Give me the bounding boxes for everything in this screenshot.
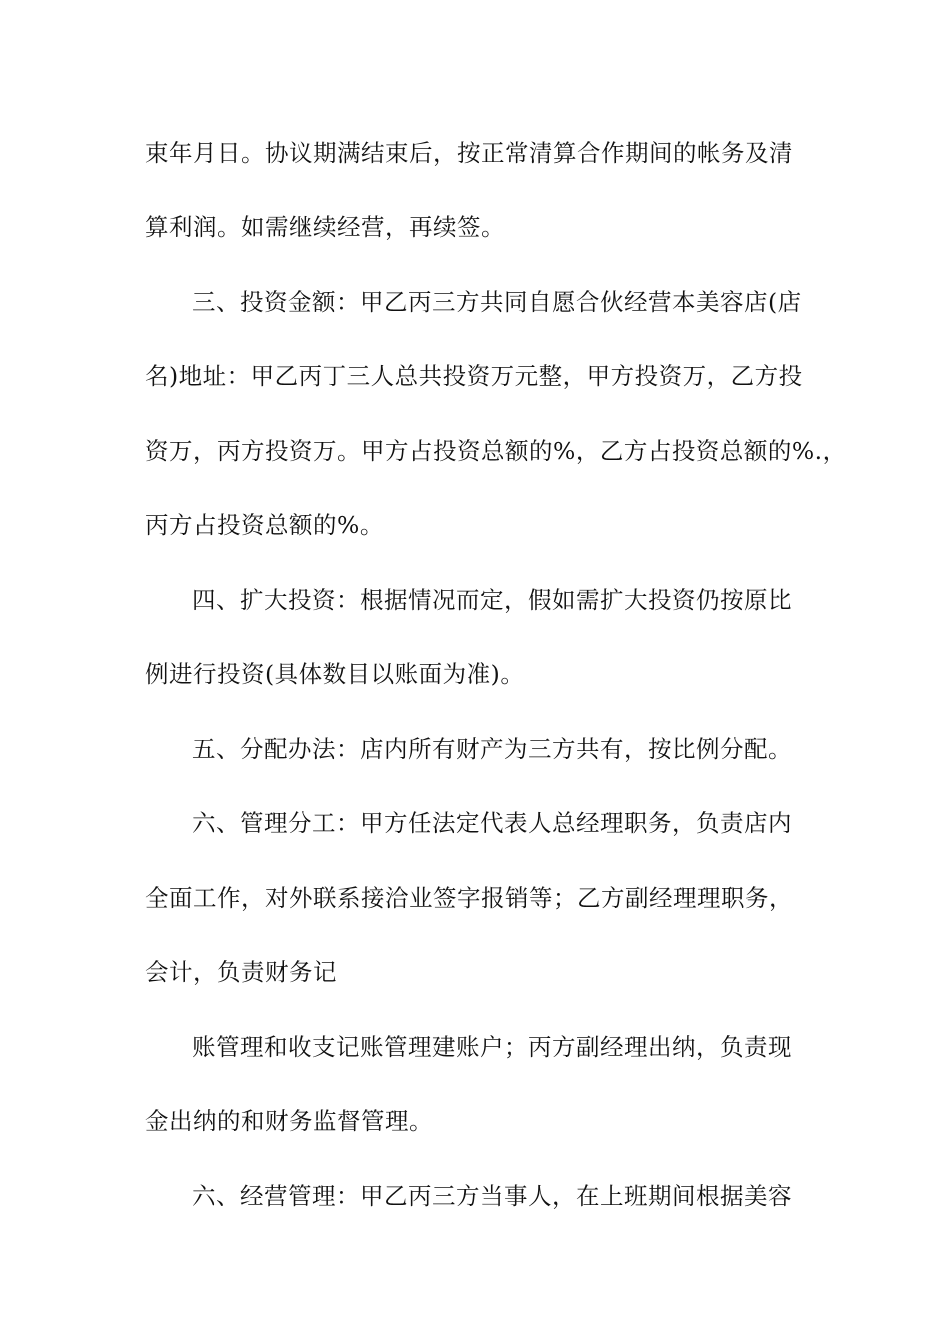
paragraph-start-line: 账管理和收支记账管理建账户；丙方副经理出纳，负责现 <box>192 1033 792 1061</box>
section-4-heading-line: 四、扩大投资：根据情况而定，假如需扩大投资仍按原比 <box>192 586 792 614</box>
text-line: 会计，负责财务记 <box>145 958 337 986</box>
text-line: 算利润。如需继续经营，再续签。 <box>145 213 505 241</box>
text-line: 全面工作，对外联系接洽业签字报销等；乙方副经理理职务， <box>145 884 793 912</box>
text-line: 例进行投资(具体数目以账面为准)。 <box>145 660 525 688</box>
section-6-heading-line: 六、管理分工：甲方任法定代表人总经理职务，负责店内 <box>192 809 792 837</box>
text-line: 束年月日。协议期满结束后，按正常清算合作期间的帐务及清 <box>145 139 793 167</box>
section-6b-heading-line: 六、经营管理：甲乙丙三方当事人，在上班期间根据美容 <box>192 1182 792 1210</box>
text-line: 名)地址：甲乙丙丁三人总共投资万元整，甲方投资万，乙方投 <box>145 362 803 390</box>
text-line: 金出纳的和财务监督管理。 <box>145 1107 433 1135</box>
section-5-heading-line: 五、分配办法：店内所有财产为三方共有，按比例分配。 <box>192 735 792 763</box>
text-line: 丙方占投资总额的%。 <box>145 511 384 539</box>
section-3-heading-line: 三、投资金额：甲乙丙三方共同自愿合伙经营本美容店(店 <box>192 288 802 316</box>
text-line: 资万，丙方投资万。甲方占投资总额的%，乙方占投资总额的%.， <box>145 437 847 465</box>
